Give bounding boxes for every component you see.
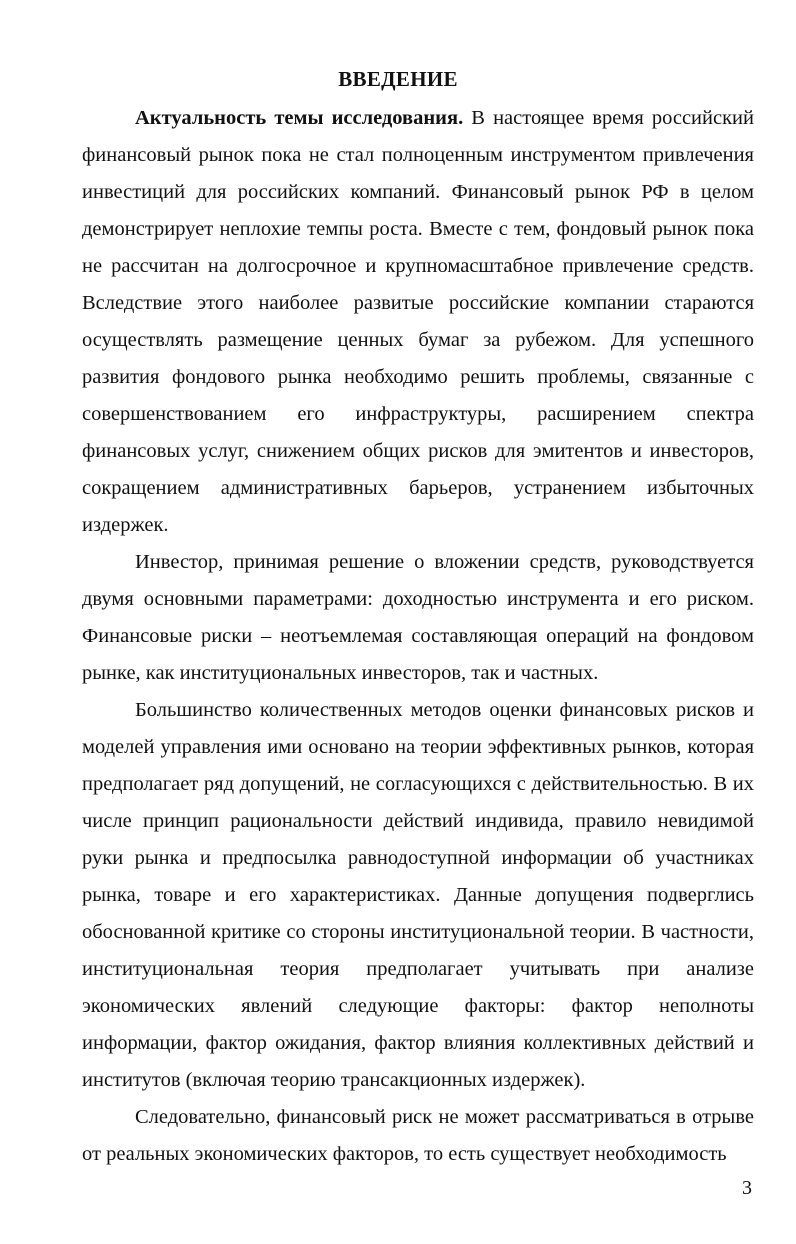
paragraph-investor: Инвестор, принимая решение о вложении средств, руководствуется двумя основными параметрами: доходностью инструмента и его риском. Финансовые риски – неотъемлемая составляющая операций на фондовом рынке, как институциональных инвесторов, так и частных.	[82, 551, 754, 684]
paragraph-conclusion: Следовательно, финансовый риск не может рассматриваться в отрыве от реальных экономических факторов, то есть существует необходимость	[82, 1106, 754, 1165]
page-title: ВВЕДЕНИЕ	[338, 67, 458, 91]
page-number: 3	[742, 1177, 752, 1199]
paragraph-methods: Большинство количественных методов оценки финансовых рисков и моделей управления ими основано на теории эффективных рынков, которая предполагает ряд допущений, не согласующихся с действительностью. В их числе принцип рациональности действий индивида, правило невидимой руки рынка и предпосылка равнодоступной информации об участниках рынка, товаре и его характеристиках. Данные допущения подверглись обоснованной критике со стороны институциональной теории. В частности, институциональная теория предполагает учитывать при анализе экономических явлений следующие факторы: фактор неполноты информации, фактор ожидания, фактор влияния коллективных действий и институтов (включая теорию трансакционных издержек).	[82, 699, 754, 1091]
paragraph-relevance	[82, 100, 754, 544]
paragraph-lead: Актуальность темы исследования.	[135, 107, 464, 129]
paragraph-text: В настоящее время российский финансовый рынок пока не стал полноценным инструментом привлечения инвестиций для российских компаний. Финансовый рынок РФ в целом демонстрирует неплохие темпы роста. Вместе с тем, фондовый рынок пока не рассчитан на долгосрочное и крупномасштабное привлечение средств. Вследствие этого наиболее развитые российские компании стараются осуществлять размещение ценных бумаг за рубежом. Для успешного развития фондового рынка необходимо решить проблемы, связанные с совершенствованием его инфраструктуры, расширением спектра финансовых услуг, снижением общих рисков для эмитентов и инвесторов, сокращением административных барьеров, устранением избыточных издержек.	[82, 107, 755, 536]
document-body	[82, 100, 754, 1173]
